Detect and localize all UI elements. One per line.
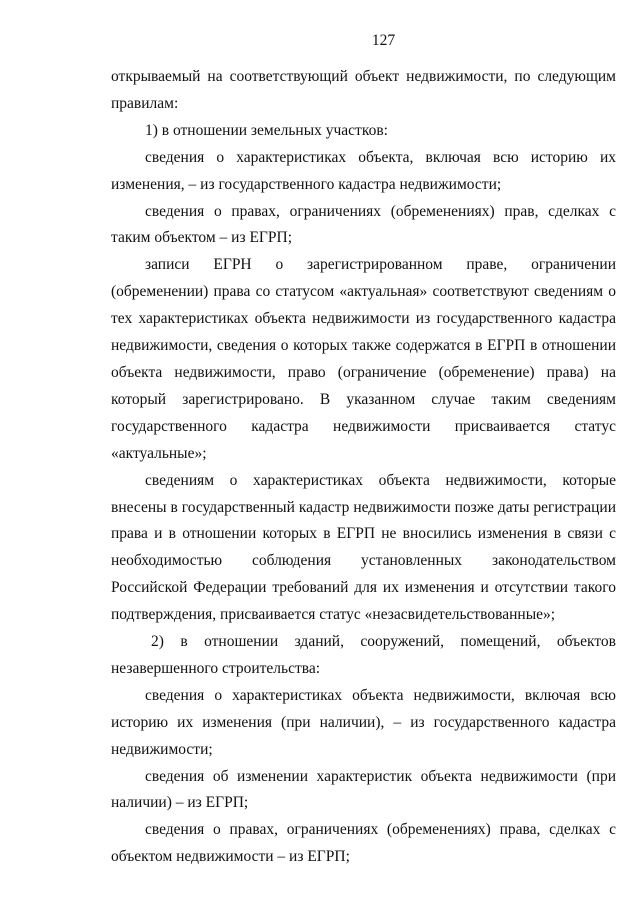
paragraph-building-characteristics: сведения о характеристиках объекта недвижимости, включая всю историю их изменения (при наличии), – из государственного кадастра недвижимости;: [111, 686, 616, 758]
paragraph-continuation: открываемый на соответствующий объект недвижимости, по следующим правилам:: [111, 68, 616, 112]
paragraph-land-characteristics: сведения о характеристиках объекта, включая всю историю их изменения, – из государственного кадастра недвижимости;: [111, 148, 616, 193]
paragraph-land-plots-heading: 1) в отношении земельных участков:: [145, 121, 388, 139]
paragraph-buildings-heading: 2) в отношении зданий, сооружений, помещений, объектов незавершенного строительства:: [111, 633, 616, 677]
paragraph-characteristic-changes: сведения об изменении характеристик объекта недвижимости (при наличии) – из ЕГРП;: [111, 767, 616, 812]
paragraph-land-rights: сведения о правах, ограничениях (обременениях) прав, сделках с таким объектом – из ЕГРП;: [111, 202, 616, 247]
paragraph-egrn-records: записи ЕГРН о зарегистрированном праве, ограничении (обременении) права со статусом «актуальная» соответствуют сведениям о тех характеристиках объекта недвижимости из государственного кадастра недвижимости, сведения о которых также содержатся в ЕГРП в отношении объекта недвижимости, право (ограничение (обременение) права) на который зарегистрировано. В указанном случае таким сведениям государственного кадастра недвижимости присваивается статус «актуальные»;: [111, 256, 616, 462]
paragraph-building-rights: сведения о правах, ограничениях (обременениях) права, сделках с объектом недвижимости – из ЕГРП;: [111, 821, 616, 866]
page-number: 127: [371, 32, 396, 49]
paragraph-unwitnessed-status: сведениям о характеристиках объекта недвижимости, которые внесены в государственный кадастр недвижимости позже даты регистрации права и в отношении которых в ЕГРП не вносились изменения в связи с необходимостью соблюдения установленных законодательством Российской Федерации требований для их изменения и отсутствии такого подтверждения, присваивается статус «незасвидетельствованные»;: [111, 471, 616, 624]
